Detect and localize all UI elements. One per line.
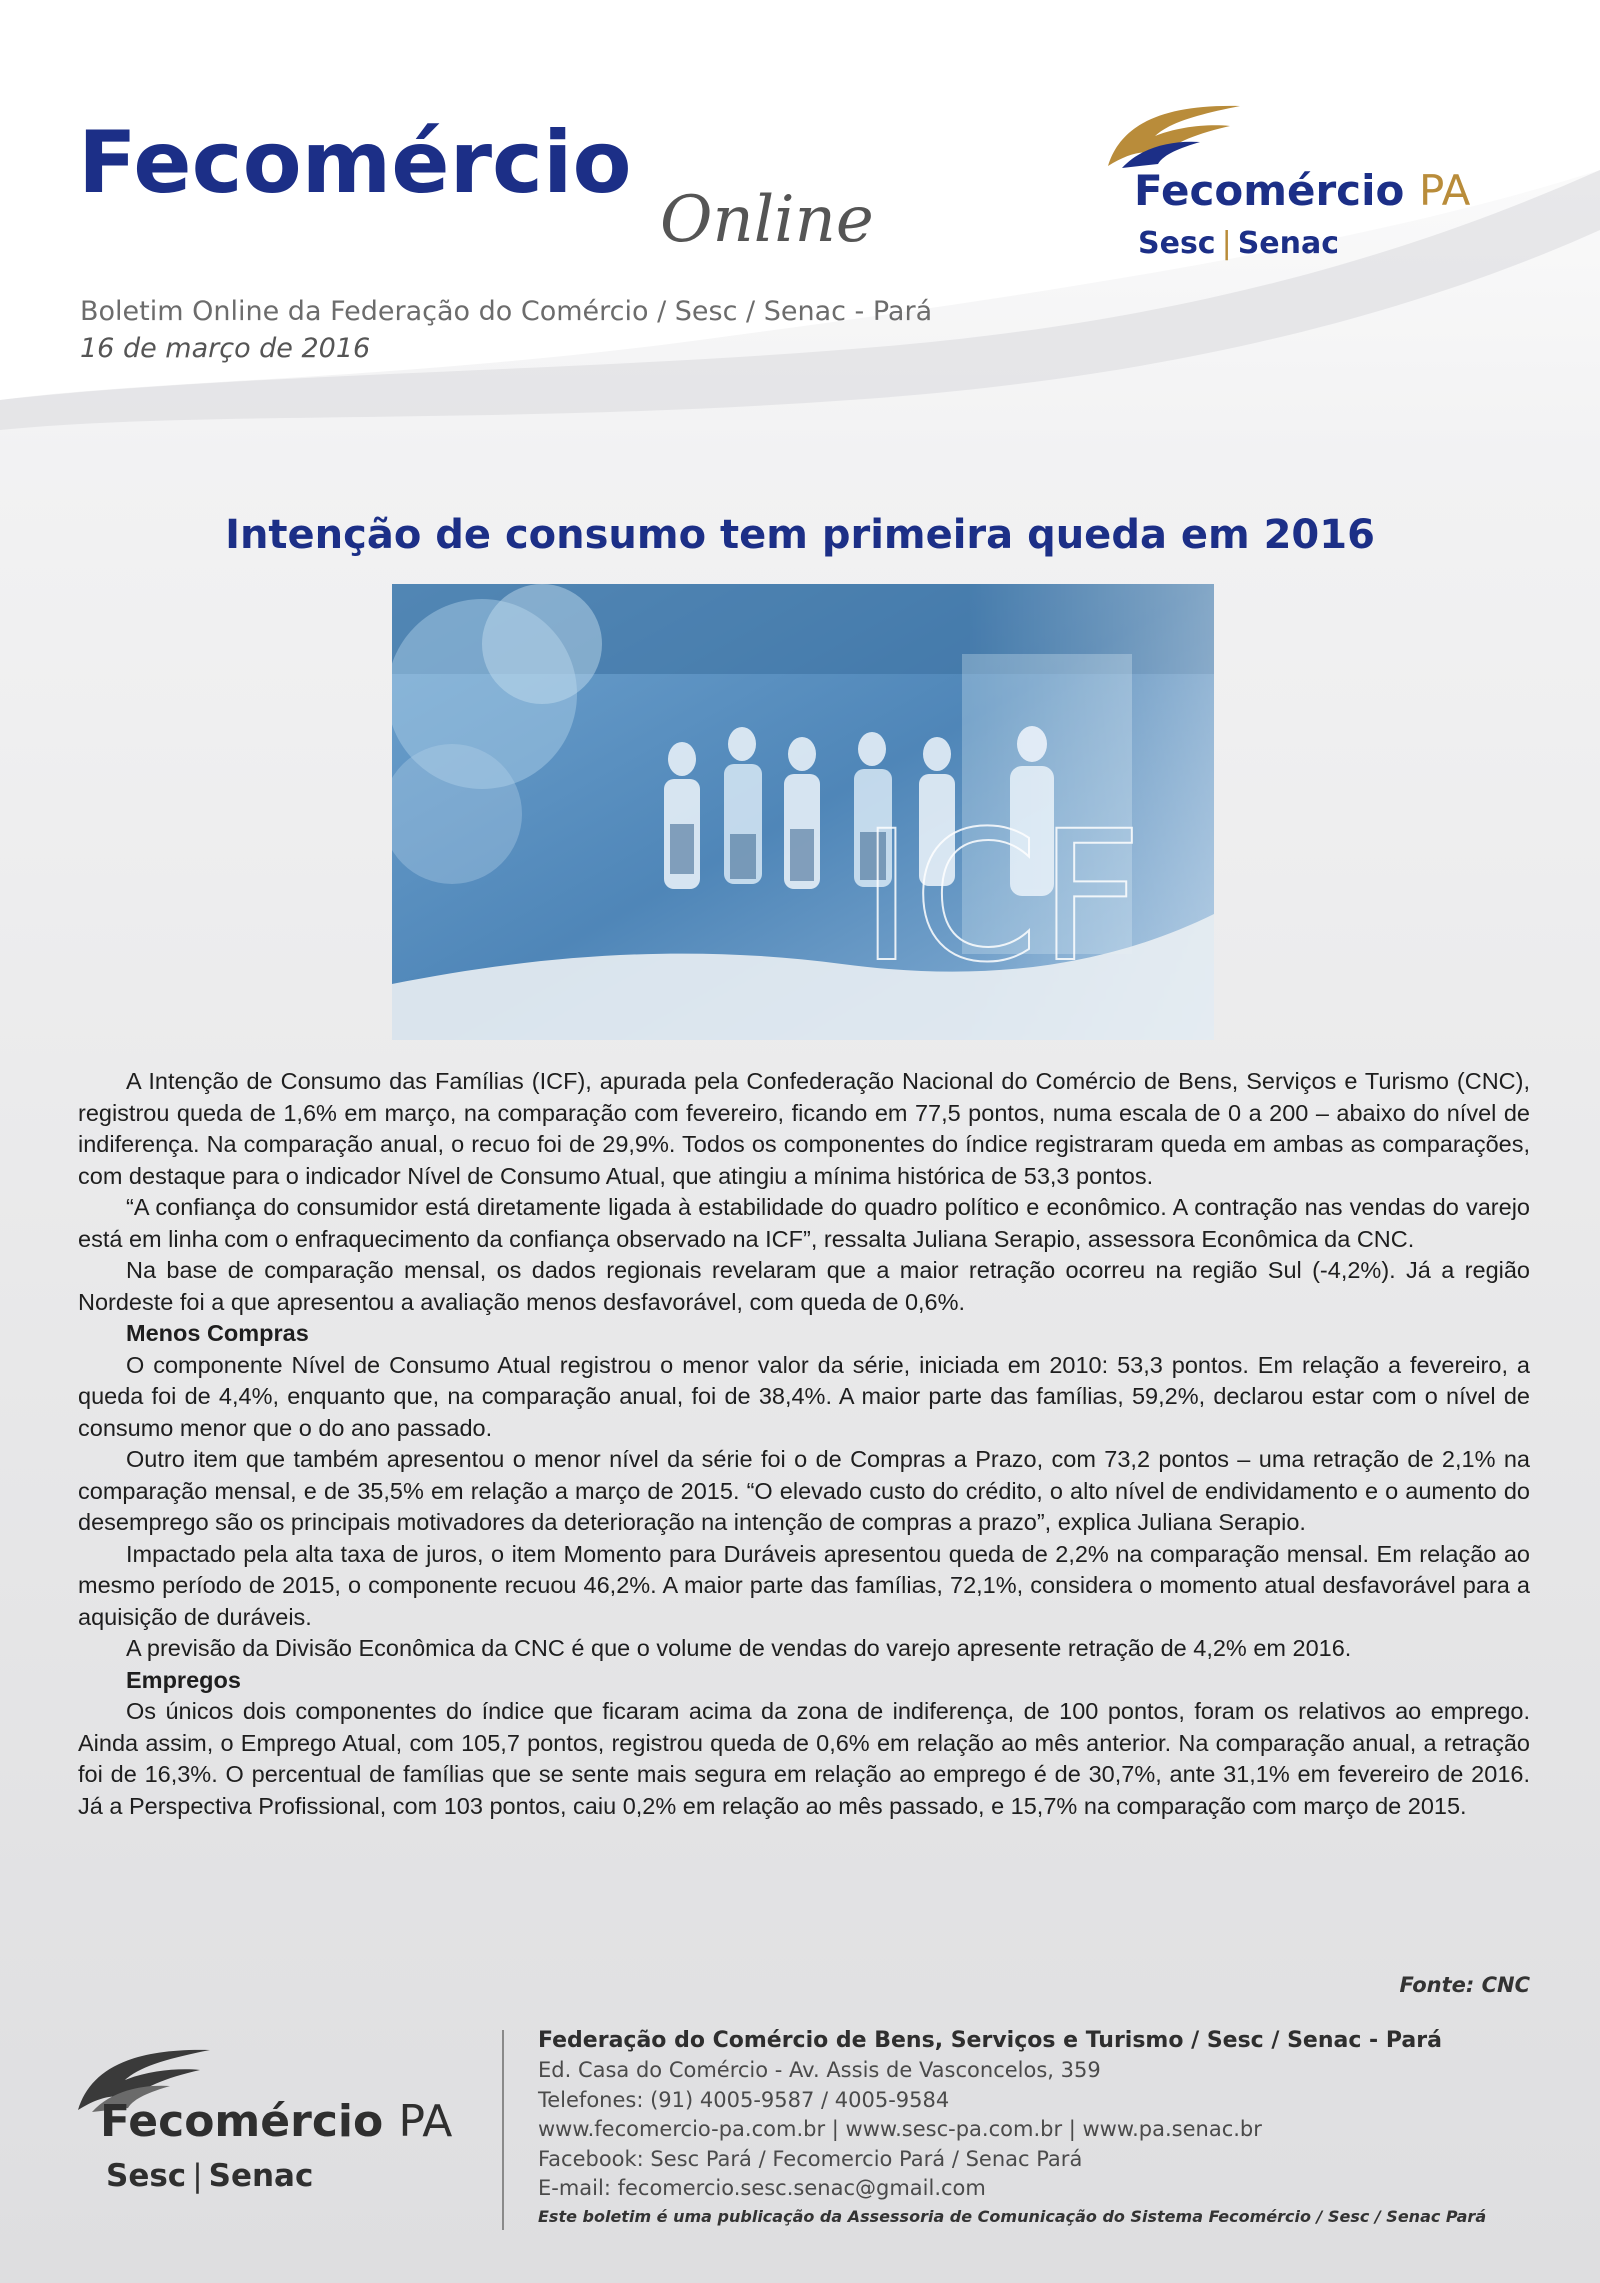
source-credit: Fonte: CNC (1399, 1973, 1530, 1997)
paragraph: O componente Nível de Consumo Atual registrou o menor valor da série, iniciada em 2010: 53,3 pontos. Em relação a fevereiro, a queda foi de 4,4%, enquanto que, na comparação anual, foi de 38,4%. A maior parte das famílias, 59,2%, declarou estar com o nível de consumo menor que o do ano passado. (78, 1351, 1530, 1441)
footer-websites[interactable]: www.fecomercio-pa.com.br | www.sesc-pa.com.br | www.pa.senac.br (538, 2117, 1262, 2141)
fecomercio-pa-logo (1100, 96, 1540, 276)
logo-name-text: Fecomércio (1134, 166, 1405, 215)
section-heading-empregos: Empregos (126, 1666, 241, 1693)
footer-phones: Telefones: (91) 4005-9587 / 4005-9584 (538, 2087, 950, 2112)
logo-separator: | (1221, 226, 1232, 261)
paragraph: Outro item que também apresentou o menor nível da série foi o de Compras a Prazo, com 73,2 pontos – uma retração de 2,1% na comparação mensal, e de 35,5% em relação a março de 2015. “O elevado custo do crédito, o alto nível de endividamento e o aumento do desemprego são os principais motivadores da deterioração na intenção de compras a prazo”, explica Juliana Serapio. (78, 1446, 1530, 1535)
logo-senac: Senac (1237, 226, 1340, 261)
section-heading-menos-compras: Menos Compras (126, 1320, 309, 1346)
footer-email[interactable]: E-mail: fecomercio.sesc.senac@gmail.com (538, 2176, 986, 2200)
article-headline: Intenção de consumo tem primeira queda em 2016 (225, 512, 1375, 558)
logo-name-text: Fecomércio (100, 2096, 384, 2147)
logo-name (1134, 166, 1470, 215)
footer-address: Ed. Casa do Comércio - Av. Assis de Vasconcelos, 359 (538, 2058, 1101, 2082)
logo-sesc: Sesc (106, 2158, 187, 2194)
footer-logo (70, 2040, 490, 2210)
footer-contact (538, 2026, 1538, 2229)
article-body (78, 1066, 1530, 1822)
footer-divider (502, 2030, 504, 2230)
logo-senac: Senac (208, 2158, 314, 2194)
footer-publication-note: Este boletim é uma publicação da Assessoria de Comunicação do Sistema Fecomércio / Sesc / Senac Pará (538, 2206, 1487, 2226)
logo-sub (1138, 226, 1339, 261)
brand-title: Fecomércio (78, 113, 632, 213)
brand-online-script: Online (660, 183, 874, 257)
paragraph: “A confiança do consumidor está diretamente ligada à estabilidade do quadro político e econômico. A contração nas vendas do varejo está em linha com o enfraquecimento da confiança observado na ICF”, ressalta Juliana Serapio, assessora Econômica da CNC. (78, 1194, 1530, 1252)
logo-suffix: PA (1418, 166, 1471, 215)
paragraph: Os únicos dois componentes do índice que ficaram acima da zona de indiferença, de 100 pontos, foram os relativos ao emprego. Ainda assim, o Emprego Atual, com 105,7 pontos, registrou queda de 0,6% em relação ao mês anterior. Na comparação anual, a retração foi de 16,3%. O percentual de famílias que se sente mais segura em relação ao emprego é de 30,7%, ante 31,1% em fevereiro de 2016. Já a Perspectiva Profissional, com 103 pontos, caiu 0,2% em relação ao mês passado, e 15,7% na comparação com março de 2015. (78, 1698, 1530, 1819)
paragraph: A Intenção de Consumo das Famílias (ICF), apurada pela Confederação Nacional do Comércio de Bens, Serviços e Turismo (CNC), registrou queda de 1,6% em março, na comparação com fevereiro, ficando em 77,5 pontos, numa escala de 0 a 200 – abaixo do nível de indiferença. Na comparação anual, o recuo foi de 29,9%. Todos os componentes do índice registraram queda em ambas as comparações, com destaque para o indicador Nível de Consumo Atual, que atingiu a mínima histórica de 53,3 pontos. (78, 1068, 1530, 1189)
icf-hero-image (392, 584, 1214, 1040)
footer-organization: Federação do Comércio de Bens, Serviços e Turismo / Sesc / Senac - Pará (538, 2028, 1442, 2053)
paragraph: Na base de comparação mensal, os dados regionais revelaram que a maior retração ocorreu na região Sul (-4,2%). Já a região Nordeste foi a que apresentou a avaliação menos desfavorável, com queda de 0,6%. (78, 1257, 1530, 1315)
issue-date: 16 de março de 2016 (80, 333, 371, 364)
wing-logo-icon (1100, 96, 1250, 176)
paragraph: Impactado pela alta taxa de juros, o item Momento para Duráveis apresentou queda de 2,2% na comparação mensal. Em relação ao mesmo período de 2015, o componente recuou 46,2%. A maior parte das famílias, 72,1%, considera o momento atual desfavorável para a aquisição de duráveis. (78, 1540, 1530, 1630)
bulletin-subtitle: Boletim Online da Federação do Comércio / Sesc / Senac - Pará (80, 296, 933, 327)
footer-logo-sub (106, 2158, 313, 2194)
logo-separator: | (192, 2158, 203, 2194)
footer-logo-name (100, 2096, 452, 2147)
logo-suffix: PA (398, 2096, 453, 2147)
footer-facebook: Facebook: Sesc Pará / Fecomercio Pará / Senac Pará (538, 2146, 1083, 2171)
paragraph: A previsão da Divisão Econômica da CNC é que o volume de vendas do varejo apresente retração de 4,2% em 2016. (126, 1635, 1352, 1661)
logo-sesc: Sesc (1138, 226, 1216, 261)
